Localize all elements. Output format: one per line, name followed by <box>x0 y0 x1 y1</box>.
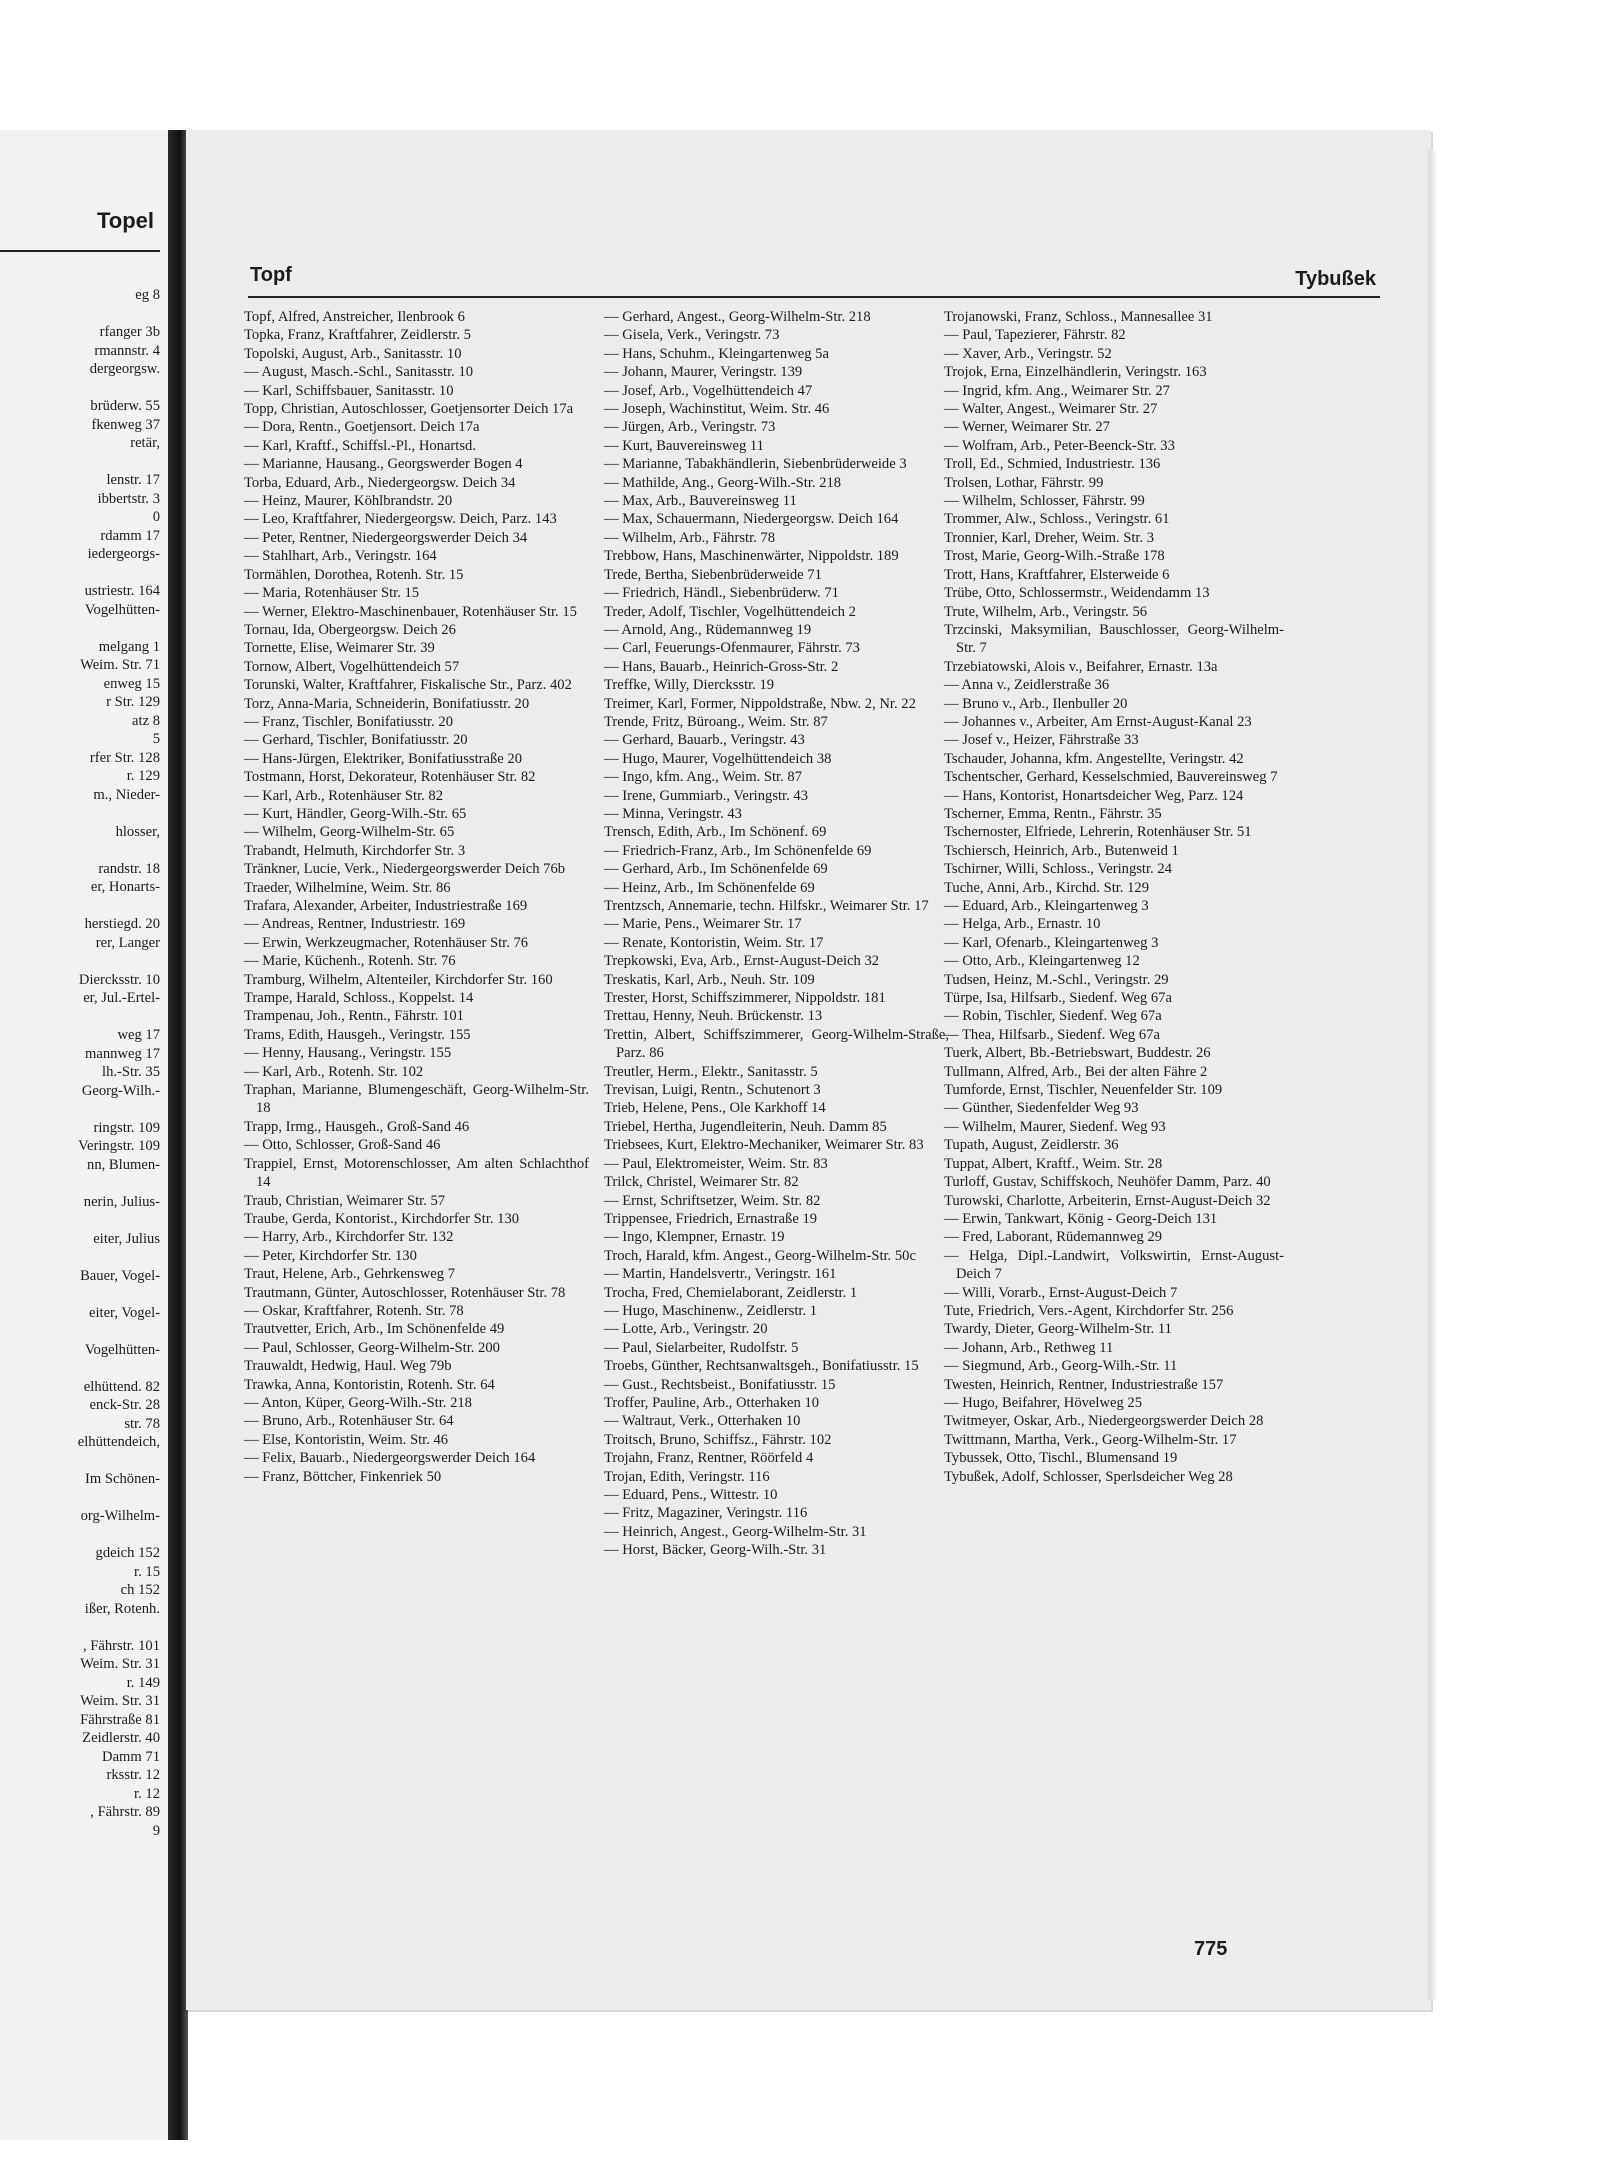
directory-entry: Triebsees, Kurt, Elektro-Mechaniker, Weimarer Str. 83 <box>604 1137 924 1154</box>
left-page-line: herstiegd. 20 <box>84 916 160 932</box>
directory-entry: Trabandt, Helmuth, Kirchdorfer Str. 3 <box>244 842 466 859</box>
directory-entry: — Wilhelm, Maurer, Siedenf. Weg 93 <box>944 1118 1166 1135</box>
directory-entry: Turowski, Charlotte, Arbeiterin, Ernst-August-Deich 32 <box>944 1192 1271 1209</box>
directory-entry: — Eduard, Pens., Wittestr. 10 <box>604 1487 778 1503</box>
directory-entry: — Gerhard, Tischler, Bonifatiusstr. 20 <box>244 732 468 749</box>
left-page-line: Georg-Wilh.- <box>81 1082 160 1099</box>
left-page-line <box>0 1248 160 1267</box>
left-page-line: ch 152 <box>120 1582 160 1598</box>
directory-entry: — Paul, Schlosser, Georg-Wilhelm-Str. 200 <box>244 1339 500 1356</box>
directory-entry: Twitmeyer, Oskar, Arb., Niedergeorgswerder Deich 28 <box>944 1413 1264 1430</box>
directory-entry: Torz, Anna-Maria, Schneiderin, Bonifatiusstr. 20 <box>244 695 530 712</box>
left-page-line: atz 8 <box>132 712 160 729</box>
left-header-rule <box>0 250 160 252</box>
directory-entry: Trautmann, Günter, Autoschlosser, Rotenhäuser Str. 78 <box>244 1284 566 1301</box>
directory-entry: — Hans-Jürgen, Elektriker, Bonifatiusstraße 20 <box>244 750 522 767</box>
left-page-line: org-Wilhelm- <box>80 1508 160 1524</box>
directory-entry: — Siegmund, Arb., Georg-Wilh.-Str. 11 <box>944 1358 1178 1375</box>
left-page-line: str. 78 <box>124 1415 160 1432</box>
left-page-line: hlosser, <box>115 823 160 840</box>
directory-entry: — Peter, Rentner, Niedergeorgswerder Deich 34 <box>244 529 528 546</box>
directory-entry: — Hans, Schuhm., Kleingartenweg 5a <box>604 345 829 362</box>
directory-entry: Tudsen, Heinz, M.-Schl., Veringstr. 29 <box>944 971 1169 988</box>
directory-entry: — Martin, Handelsvertr., Veringstr. 161 <box>604 1266 837 1283</box>
directory-entry: — Peter, Kirchdorfer Str. 130 <box>244 1247 417 1264</box>
left-page-line: er, Jul.-Ertel- <box>83 990 160 1006</box>
page-header-right: Tybußek <box>1295 268 1376 290</box>
directory-entry: — Johann, Maurer, Veringstr. 139 <box>604 364 803 381</box>
left-page-line <box>0 897 160 916</box>
left-page-line <box>0 1285 160 1304</box>
left-page-line <box>0 1359 160 1378</box>
directory-entry: Troffer, Pauline, Arb., Otterhaken 10 <box>604 1394 820 1411</box>
left-page-line: elhüttendeich, <box>77 1434 160 1450</box>
directory-entry: Tornette, Elise, Weimarer Str. 39 <box>244 640 435 657</box>
directory-entry: Tornau, Ida, Obergeorgsw. Deich 26 <box>244 621 456 638</box>
left-page-line: Weim. Str. 31 <box>80 1693 160 1709</box>
directory-entry: Tschentscher, Gerhard, Kesselschmied, Bauvereinsweg 7 <box>944 769 1278 786</box>
left-page-line: 5 <box>152 731 160 747</box>
left-page-line: r. 15 <box>134 1563 160 1580</box>
directory-entry: — Otto, Arb., Kleingartenweg 12 <box>944 953 1140 970</box>
left-page-line: Zeidlerstr. 40 <box>82 1730 160 1746</box>
directory-entry: — Harry, Arb., Kirchdorfer Str. 132 <box>244 1229 454 1246</box>
directory-entry: — Johannes v., Arbeiter, Am Ernst-August-Kanal 23 <box>944 713 1252 730</box>
directory-entry: — Anna v., Zeidlerstraße 36 <box>944 677 1110 694</box>
directory-entry: — Paul, Sielarbeiter, Rudolfstr. 5 <box>604 1339 799 1356</box>
directory-entry: — Mathilde, Ang., Georg-Wilh.-Str. 218 <box>604 474 842 491</box>
directory-entry: — Willi, Vorarb., Ernst-August-Deich 7 <box>944 1284 1178 1301</box>
directory-entry: Tronnier, Karl, Dreher, Weim. Str. 3 <box>944 529 1155 546</box>
left-page-line: lenstr. 17 <box>106 472 160 488</box>
directory-entry: Trawka, Anna, Kontoristin, Rotenh. Str. 64 <box>244 1376 495 1393</box>
left-page-line <box>0 564 160 583</box>
directory-entry: Trolsen, Lothar, Fährstr. 99 <box>944 474 1104 491</box>
directory-entry: Trommer, Alw., Schloss., Veringstr. 61 <box>944 511 1170 528</box>
directory-entry: — Marianne, Tabakhändlerin, Siebenbrüderweide 3 <box>604 456 907 473</box>
directory-entry: — Oskar, Kraftfahrer, Rotenh. Str. 78 <box>244 1302 464 1319</box>
directory-entry: — Dora, Rentn., Goetjensort. Deich 17a <box>244 419 480 436</box>
directory-entry: Topolski, August, Arb., Sanitasstr. 10 <box>244 345 462 362</box>
directory-entry: Tute, Friedrich, Vers.-Agent, Kirchdorfer Str. 256 <box>944 1302 1234 1319</box>
directory-entry: Treutler, Herm., Elektr., Sanitasstr. 5 <box>604 1063 818 1080</box>
directory-entry: Trentzsch, Annemarie, techn. Hilfskr., Weimarer Str. 17 <box>604 898 929 914</box>
left-page-line <box>0 453 160 472</box>
directory-entry: Trettau, Henny, Neuh. Brückenstr. 13 <box>604 1008 823 1025</box>
left-page-line <box>0 305 160 324</box>
header-rule <box>248 296 1380 298</box>
directory-entry: Trampenau, Joh., Rentn., Fährstr. 101 <box>244 1008 464 1025</box>
left-page-line <box>0 1174 160 1193</box>
left-page-line: rdamm 17 <box>100 527 160 544</box>
left-page-line <box>0 1211 160 1230</box>
directory-entry: Trams, Edith, Hausgeh., Veringstr. 155 <box>244 1026 471 1043</box>
directory-entry: Trute, Wilhelm, Arb., Veringstr. 56 <box>944 603 1148 620</box>
left-page-line: Im Schönen- <box>85 1471 160 1487</box>
directory-entry: — Stahlhart, Arb., Veringstr. 164 <box>244 548 437 565</box>
directory-entry: — Friedrich-Franz, Arb., Im Schönenfelde 69 <box>604 842 872 859</box>
directory-entry: — Otto, Schlosser, Groß-Sand 46 <box>244 1137 441 1154</box>
directory-entry: Tumforde, Ernst, Tischler, Neuenfelder Str. 109 <box>944 1082 1223 1099</box>
right-page <box>186 130 1431 2010</box>
directory-entry: — Paul, Tapezierer, Fährstr. 82 <box>944 327 1126 344</box>
left-page-line: ustriestr. 164 <box>84 583 160 599</box>
directory-entry: — Horst, Bäcker, Georg-Wilh.-Str. 31 <box>604 1542 827 1559</box>
directory-entry: — Gerhard, Angest., Georg-Wilhelm-Str. 218 <box>604 309 871 325</box>
directory-entry: — Renate, Kontoristin, Weim. Str. 17 <box>604 934 824 951</box>
directory-entry: Twesten, Heinrich, Rentner, Industriestraße 157 <box>944 1376 1224 1393</box>
directory-entry: Tränkner, Lucie, Verk., Niedergeorgswerder Deich 76b <box>244 861 566 878</box>
directory-entry: — Lotte, Arb., Veringstr. 20 <box>604 1321 768 1338</box>
directory-entry: Tschauder, Johanna, kfm. Angestellte, Veringstr. 42 <box>944 750 1244 767</box>
directory-entry: Tramburg, Wilhelm, Altenteiler, Kirchdorfer Str. 160 <box>244 971 553 988</box>
directory-entry: Twittmann, Martha, Verk., Georg-Wilhelm-Str. 17 <box>944 1431 1237 1448</box>
directory-entry: — Hugo, Maschinenw., Zeidlerstr. 1 <box>604 1302 818 1319</box>
directory-entry: — Marie, Küchenh., Rotenh. Str. 76 <box>244 953 456 970</box>
left-page-line: m., Nieder- <box>93 786 160 803</box>
left-page-line: rmannstr. 4 <box>94 342 160 359</box>
left-page-line: 9 <box>152 1822 160 1839</box>
directory-entry: — Paul, Elektromeister, Weim. Str. 83 <box>604 1155 828 1172</box>
directory-entry: — Heinz, Maurer, Köhlbrandstr. 20 <box>244 493 453 510</box>
directory-entry: Tybußek, Adolf, Schlosser, Sperlsdeicher Weg 28 <box>944 1468 1233 1485</box>
left-page-line: ibbertstr. 3 <box>97 490 160 507</box>
directory-entry: — Hans, Kontorist, Honartsdeicher Weg, Parz. 124 <box>944 787 1244 804</box>
left-page-line <box>0 1452 160 1471</box>
directory-entry: Treimer, Karl, Former, Nippoldstraße, Nbw. 2, Nr. 22 <box>604 695 916 712</box>
directory-entry: Troebs, Günther, Rechtsanwaltsgeh., Bonifatiusstr. 15 <box>604 1358 919 1375</box>
page-edge <box>1428 150 1436 2000</box>
directory-entry: — Fred, Laborant, Rüdemannweg 29 <box>944 1229 1163 1246</box>
directory-entry: Trampe, Harald, Schloss., Koppelst. 14 <box>244 990 474 1007</box>
directory-entry: — Werner, Elektro-Maschinenbauer, Rotenhäuser Str. 15 <box>244 603 577 620</box>
directory-entry: — Marie, Pens., Weimarer Str. 17 <box>604 916 802 933</box>
directory-entry: — Günther, Siedenfelder Weg 93 <box>944 1100 1139 1117</box>
left-page-line <box>0 1100 160 1119</box>
left-page-line: Bauer, Vogel- <box>80 1267 160 1284</box>
directory-column-1 <box>244 308 589 1486</box>
directory-entry: — Helga, Dipl.-Landwirt, Volkswirtin, Ernst-August-Deich 7 <box>944 1247 1284 1283</box>
directory-entry: Treskatis, Karl, Arb., Neuh. Str. 109 <box>604 971 815 988</box>
left-page-line <box>0 841 160 860</box>
directory-entry: — Thea, Hilfsarb., Siedenf. Weg 67a <box>944 1026 1160 1043</box>
left-page-line: dergeorgsw. <box>89 361 160 377</box>
left-page-line: eiter, Vogel- <box>88 1304 160 1321</box>
directory-entry: Trzcinski, Maksymilian, Bauschlosser, Georg-Wilhelm-Str. 7 <box>944 621 1284 657</box>
left-page-line <box>0 804 160 823</box>
page-header-left: Topf <box>250 264 292 286</box>
directory-entry: — Leo, Kraftfahrer, Niedergeorgsw. Deich, Parz. 143 <box>244 511 557 528</box>
directory-entry: Türpe, Isa, Hilfsarb., Siedenf. Weg 67a <box>944 990 1172 1007</box>
directory-entry: — Fritz, Magaziner, Veringstr. 116 <box>604 1505 808 1522</box>
directory-entry: — Johann, Arb., Rethweg 11 <box>944 1339 1114 1356</box>
left-page-line: nerin, Julius- <box>83 1193 160 1210</box>
directory-entry: — Hugo, Maurer, Vogelhüttendeich 38 <box>604 750 832 767</box>
directory-entry: — Ingrid, kfm. Ang., Weimarer Str. 27 <box>944 382 1170 399</box>
directory-entry: — Helga, Arb., Ernastr. 10 <box>944 916 1101 933</box>
directory-entry: — Anton, Küper, Georg-Wilh.-Str. 218 <box>244 1394 472 1411</box>
directory-entry: Tullmann, Alfred, Arb., Bei der alten Fähre 2 <box>944 1063 1208 1080</box>
left-page-line <box>0 1618 160 1637</box>
directory-entry: — Ernst, Schriftsetzer, Weim. Str. 82 <box>604 1192 821 1209</box>
directory-entry: — Arnold, Ang., Rüdemannweg 19 <box>604 621 812 638</box>
directory-entry: — Waltraut, Verk., Otterhaken 10 <box>604 1413 801 1430</box>
directory-entry: — Max, Arb., Bauvereinsweg 11 <box>604 493 797 510</box>
directory-entry: Trübe, Otto, Schlossermstr., Weidendamm 13 <box>944 585 1210 602</box>
directory-entry: Tschernoster, Elfriede, Lehrerin, Rotenhäuser Str. 51 <box>944 824 1252 841</box>
directory-entry: — Wilhelm, Arb., Fährstr. 78 <box>604 529 776 546</box>
directory-entry: Troitsch, Bruno, Schiffsz., Fährstr. 102 <box>604 1431 832 1448</box>
left-page-line: Veringstr. 109 <box>78 1138 160 1154</box>
directory-entry: — Walter, Angest., Weimarer Str. 27 <box>944 401 1158 418</box>
left-page-line: mannweg 17 <box>85 1045 160 1062</box>
directory-entry: Trende, Fritz, Büroang., Weim. Str. 87 <box>604 713 828 730</box>
directory-entry: Trafara, Alexander, Arbeiter, Industriestraße 169 <box>244 898 528 914</box>
directory-entry: — Robin, Tischler, Siedenf. Weg 67a <box>944 1008 1162 1025</box>
directory-entry: — Jürgen, Arb., Veringstr. 73 <box>604 419 776 436</box>
directory-entry: — Ingo, kfm. Ang., Weim. Str. 87 <box>604 769 803 786</box>
directory-entry: Trebbow, Hans, Maschinenwärter, Nippoldstr. 189 <box>604 548 899 565</box>
left-page-line: gdeich 152 <box>95 1545 160 1561</box>
left-page-line: elhüttend. 82 <box>83 1378 160 1395</box>
directory-entry: — Xaver, Arb., Veringstr. 52 <box>944 345 1112 362</box>
directory-entry: Trautvetter, Erich, Arb., Im Schönenfelde 49 <box>244 1321 505 1338</box>
directory-entry: — Karl, Ofenarb., Kleingartenweg 3 <box>944 934 1159 951</box>
directory-entry: Trippensee, Friedrich, Ernastraße 19 <box>604 1210 818 1227</box>
left-page-line <box>0 1322 160 1341</box>
directory-entry: — Heinz, Arb., Im Schönenfelde 69 <box>604 879 815 896</box>
left-page-line: Diercksstr. 10 <box>78 971 160 988</box>
directory-entry: Trocha, Fred, Chemielaborant, Zeidlerstr. 1 <box>604 1284 858 1301</box>
directory-entry: Treder, Adolf, Tischler, Vogelhüttendeich 2 <box>604 603 856 620</box>
left-page-line <box>0 1008 160 1027</box>
directory-entry: Traeder, Wilhelmine, Weim. Str. 86 <box>244 879 451 896</box>
directory-entry: — Karl, Arb., Rotenhäuser Str. 82 <box>244 787 444 804</box>
left-page-line: , Fährstr. 101 <box>82 1637 160 1654</box>
left-page-line: Fährstraße 81 <box>80 1711 160 1728</box>
directory-entry: — Eduard, Arb., Kleingartenweg 3 <box>944 898 1149 914</box>
left-page-line: er, Honarts- <box>90 879 160 895</box>
left-page-line: Vogelhütten- <box>84 1341 160 1358</box>
directory-entry: — Andreas, Rentner, Industriestr. 169 <box>244 916 466 933</box>
directory-entry: Trauwaldt, Hedwig, Haul. Weg 79b <box>244 1358 452 1375</box>
directory-entry: — Ingo, Klempner, Ernastr. 19 <box>604 1229 785 1246</box>
directory-entry: — Wolfram, Arb., Peter-Beenck-Str. 33 <box>944 437 1175 454</box>
directory-entry: Trojahn, Franz, Rentner, Röörfeld 4 <box>604 1450 814 1467</box>
directory-entry: Tornow, Albert, Vogelhüttendeich 57 <box>244 658 460 675</box>
directory-entry: Treffke, Willy, Diercksstr. 19 <box>604 677 775 694</box>
directory-entry: — Wilhelm, Schlosser, Fährstr. 99 <box>944 493 1145 510</box>
directory-entry: — Karl, Kraftf., Schiffsl.-Pl., Honartsd. <box>244 437 476 454</box>
directory-entry: Tuerk, Albert, Bb.-Betriebswart, Buddestr. 26 <box>944 1045 1211 1062</box>
directory-entry: — Hugo, Beifahrer, Hövelweg 25 <box>944 1394 1142 1411</box>
directory-entry: — August, Masch.-Schl., Sanitasstr. 10 <box>244 364 474 381</box>
directory-column-3 <box>944 308 1284 1486</box>
left-page-line: eiter, Julius <box>93 1230 160 1247</box>
directory-entry: Trott, Hans, Kraftfahrer, Elsterweide 6 <box>944 566 1170 583</box>
directory-entry: — Karl, Arb., Rotenh. Str. 102 <box>244 1063 424 1080</box>
directory-entry: Trojan, Edith, Veringstr. 116 <box>604 1468 770 1485</box>
directory-entry: — Else, Kontoristin, Weim. Str. 46 <box>244 1431 449 1448</box>
directory-entry: — Minna, Veringstr. 43 <box>604 805 742 822</box>
left-page-line: Vogelhütten- <box>84 601 160 618</box>
directory-entry: — Gust., Rechtsbeist., Bonifatiusstr. 15 <box>604 1376 836 1393</box>
left-page-header: Topel <box>96 210 154 233</box>
left-page-line: randstr. 18 <box>98 860 160 877</box>
directory-entry: Tschirner, Willi, Schloss., Veringstr. 24 <box>944 861 1172 878</box>
directory-entry: Trester, Horst, Schiffszimmerer, Nippoldstr. 181 <box>604 990 886 1007</box>
directory-entry: — Josef, Arb., Vogelhüttendeich 47 <box>604 382 813 399</box>
left-page-line: Weim. Str. 71 <box>80 657 160 673</box>
directory-entry: Tormählen, Dorothea, Rotenh. Str. 15 <box>244 566 464 583</box>
directory-entry: — Bruno v., Arb., Ilenbuller 20 <box>944 695 1128 712</box>
directory-entry: Traub, Christian, Weimarer Str. 57 <box>244 1192 446 1209</box>
left-page-line <box>0 1489 160 1508</box>
directory-entry: Tuche, Anni, Arb., Kirchd. Str. 129 <box>944 879 1149 896</box>
directory-entry: Twardy, Dieter, Georg-Wilhelm-Str. 11 <box>944 1321 1172 1338</box>
directory-entry: — Josef v., Heizer, Fährstraße 33 <box>944 732 1139 749</box>
left-page-line: retär, <box>130 435 160 451</box>
directory-entry: — Franz, Böttcher, Finkenriek 50 <box>244 1468 442 1485</box>
left-page-line: 0 <box>152 509 160 525</box>
directory-entry: — Heinrich, Angest., Georg-Wilhelm-Str. 31 <box>604 1523 867 1540</box>
directory-entry: — Irene, Gummiarb., Veringstr. 43 <box>604 787 809 804</box>
left-page-line: rer, Langer <box>95 934 160 951</box>
left-page-text <box>0 286 160 1840</box>
left-page-line: fkenweg 37 <box>91 416 160 433</box>
left-page-line: brüderw. 55 <box>90 398 160 414</box>
left-page-line: weg 17 <box>117 1027 160 1043</box>
directory-entry: — Henny, Hausang., Veringstr. 155 <box>244 1045 452 1062</box>
left-page-line: ißer, Rotenh. <box>84 1600 160 1617</box>
directory-entry: Tuppat, Albert, Kraftf., Weim. Str. 28 <box>944 1155 1163 1172</box>
directory-entry: Trieb, Helene, Pens., Ole Karkhoff 14 <box>604 1100 826 1117</box>
left-page-line <box>0 952 160 971</box>
left-page-line: rfanger 3b <box>99 324 160 340</box>
left-page-line: iedergeorgs- <box>87 546 160 562</box>
directory-entry: — Gerhard, Bauarb., Veringstr. 43 <box>604 732 805 749</box>
directory-entry: — Gisela, Verk., Veringstr. 73 <box>604 327 780 344</box>
directory-entry: Traut, Helene, Arb., Gehrkensweg 7 <box>244 1266 456 1283</box>
directory-entry: — Werner, Weimarer Str. 27 <box>944 419 1110 436</box>
directory-entry: Trojanowski, Franz, Schloss., Mannesallee 31 <box>944 309 1213 325</box>
directory-entry: — Felix, Bauarb., Niedergeorgswerder Deich 164 <box>244 1450 536 1467</box>
left-page-line <box>0 1526 160 1545</box>
directory-entry: Troch, Harald, kfm. Angest., Georg-Wilhelm-Str. 50c <box>604 1247 916 1264</box>
directory-entry: Topka, Franz, Kraftfahrer, Zeidlerstr. 5 <box>244 327 471 344</box>
directory-entry: Trzebiatowski, Alois v., Beifahrer, Ernastr. 13a <box>944 658 1218 675</box>
directory-entry: — Erwin, Tankwart, König - Georg-Deich 131 <box>944 1210 1218 1227</box>
left-page <box>0 210 160 2000</box>
directory-entry: — Carl, Feuerungs-Ofenmaurer, Fährstr. 73 <box>604 640 860 657</box>
directory-entry: — Kurt, Händler, Georg-Wilh.-Str. 65 <box>244 805 467 822</box>
directory-entry: Torba, Eduard, Arb., Niedergeorgsw. Deich 34 <box>244 474 516 491</box>
left-page-line: r. 129 <box>126 768 160 784</box>
left-page-line: Damm 71 <box>102 1748 160 1765</box>
directory-entry: — Franz, Tischler, Bonifatiusstr. 20 <box>244 713 454 730</box>
directory-entry: Trettin, Albert, Schiffszimmerer, Georg-Wilhelm-Straße, Parz. 86 <box>604 1026 949 1062</box>
left-page-line <box>0 379 160 398</box>
left-page-line: enck-Str. 28 <box>89 1397 160 1413</box>
directory-entry: Trapp, Irmg., Hausgeh., Groß-Sand 46 <box>244 1118 470 1135</box>
left-page-line: rksstr. 12 <box>106 1767 160 1783</box>
directory-entry: Trilck, Christel, Weimarer Str. 82 <box>604 1174 799 1191</box>
left-page-line: nn, Blumen- <box>87 1156 160 1173</box>
directory-entry: Tscherner, Emma, Rentn., Fährstr. 35 <box>944 805 1162 822</box>
left-page-line: r Str. 129 <box>106 694 160 710</box>
directory-entry: — Hans, Bauarb., Heinrich-Gross-Str. 2 <box>604 658 839 675</box>
directory-entry: Torunski, Walter, Kraftfahrer, Fiskalische Str., Parz. 402 <box>244 677 572 694</box>
left-page-line: enweg 15 <box>103 675 160 692</box>
book-spine-shadow <box>168 130 188 2140</box>
left-page-line: , Fährstr. 89 <box>90 1804 160 1820</box>
directory-entry: Triebel, Hertha, Jugendleiterin, Neuh. Damm 85 <box>604 1118 887 1135</box>
left-page-line: lh.-Str. 35 <box>102 1064 160 1080</box>
directory-entry: Traphan, Marianne, Blumengeschäft, Georg-Wilhelm-Str. 18 <box>244 1082 589 1117</box>
directory-entry: — Wilhelm, Georg-Wilhelm-Str. 65 <box>244 824 455 841</box>
directory-entry: Trepkowski, Eva, Arb., Ernst-August-Deich 32 <box>604 953 880 970</box>
directory-entry: Tschiersch, Heinrich, Arb., Butenweid 1 <box>944 842 1179 859</box>
directory-column-2 <box>604 308 949 1560</box>
directory-entry: — Max, Schauermann, Niedergeorgsw. Deich 164 <box>604 511 899 528</box>
directory-entry: Topf, Alfred, Anstreicher, Ilenbrook 6 <box>244 309 465 325</box>
directory-entry: Trensch, Edith, Arb., Im Schönenf. 69 <box>604 824 827 841</box>
directory-entry: Tybussek, Otto, Tischl., Blumensand 19 <box>944 1450 1178 1467</box>
left-page-line: rfer Str. 128 <box>89 749 160 766</box>
directory-entry: — Joseph, Wachinstitut, Weim. Str. 46 <box>604 401 830 418</box>
directory-entry: Topp, Christian, Autoschlosser, Goetjensorter Deich 17a <box>244 401 574 418</box>
directory-entry: — Marianne, Hausang., Georgswerder Bogen 4 <box>244 456 523 473</box>
directory-entry: Trevisan, Luigi, Rentn., Schutenort 3 <box>604 1082 821 1099</box>
page-number: 775 <box>1194 1938 1228 1960</box>
directory-entry: Troll, Ed., Schmied, Industriestr. 136 <box>944 456 1161 473</box>
directory-entry: Trede, Bertha, Siebenbrüderweide 71 <box>604 566 822 583</box>
directory-entry: — Karl, Schiffsbauer, Sanitasstr. 10 <box>244 382 454 399</box>
directory-entry: Turloff, Gustav, Schiffskoch, Neuhöfer Damm, Parz. 40 <box>944 1174 1271 1191</box>
directory-entry: — Erwin, Werkzeugmacher, Rotenhäuser Str. 76 <box>244 934 529 951</box>
directory-entry: — Maria, Rotenhäuser Str. 15 <box>244 585 420 602</box>
left-page-line: r. 12 <box>134 1785 160 1802</box>
left-page-line: melgang 1 <box>98 638 160 655</box>
directory-entry: Trost, Marie, Georg-Wilh.-Straße 178 <box>944 548 1165 565</box>
left-page-line: Weim. Str. 31 <box>80 1656 160 1672</box>
directory-entry: Tupath, August, Zeidlerstr. 36 <box>944 1137 1119 1154</box>
directory-entry: Trappiel, Ernst, Motorenschlosser, Am alten Schlachthof 14 <box>244 1155 589 1191</box>
directory-entry: Traube, Gerda, Kontorist., Kirchdorfer Str. 130 <box>244 1210 520 1227</box>
left-page-line <box>0 619 160 638</box>
directory-entry: — Friedrich, Händl., Siebenbrüderw. 71 <box>604 585 839 602</box>
directory-entry: — Bruno, Arb., Rotenhäuser Str. 64 <box>244 1413 454 1430</box>
left-page-line: ringstr. 109 <box>93 1119 160 1136</box>
directory-entry: Trojok, Erna, Einzelhändlerin, Veringstr. 163 <box>944 364 1207 381</box>
directory-entry: Tostmann, Horst, Dekorateur, Rotenhäuser Str. 82 <box>244 769 536 786</box>
directory-entry: — Gerhard, Arb., Im Schönenfelde 69 <box>604 861 828 878</box>
left-page-line: r. 149 <box>126 1674 160 1691</box>
directory-entry: — Kurt, Bauvereinsweg 11 <box>604 437 764 454</box>
left-page-line: eg 8 <box>135 287 160 303</box>
